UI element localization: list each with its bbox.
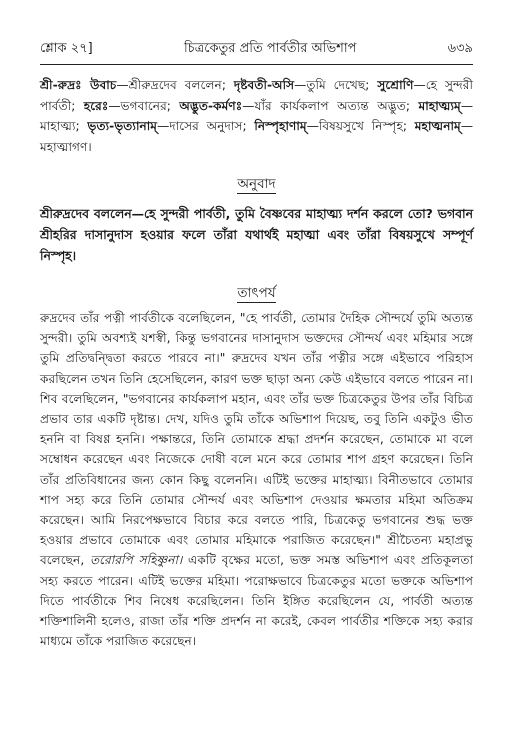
synonym-term: শ্রী-রুদ্রঃ উবাচ xyxy=(40,78,117,92)
word-for-word-synonyms xyxy=(40,75,473,157)
synonym-dash: — xyxy=(460,119,473,133)
synonym-meaning: মহাত্মাগণ। xyxy=(40,139,92,154)
synonym-dash: — xyxy=(413,78,426,92)
page-number: ৬৩৯ xyxy=(447,41,473,56)
synonym-term: নিস্পৃহাণাম্ xyxy=(254,119,307,133)
synonym-dash: — xyxy=(157,119,170,133)
synonym-dash: — xyxy=(460,98,473,113)
chapter-heading: চিত্রকেতুর প্রতি পার্বতীর অভিশাপ xyxy=(183,41,357,56)
synonym-dash: — xyxy=(242,98,255,113)
synonym-term: দৃষ্টবতী-অসি xyxy=(233,78,295,92)
purport-part-2: একটি বৃক্ষের মতো, ভক্ত সমস্ত অভিশাপ এবং প্রতিকূলতা সহ্য করতে পারেন। এটিই ভক্তের মহিমা। পরোক্ষভাবে চিত্রকেতুর মতো ভক্তকে অভিশাপ দিতে পার্বতীকে শিব নিষেধ করেছিলেন। তিনি ইঙ্গিত করেছিলেন যে, পার্বতী অত্যন্ত শক্তিশালিনী হলেও, রাজা তাঁর শক্তি প্রদর্শন না করেই, কেবল পার্বতীর শক্তিকে সহ্য করার মাধ্যমে তাঁকে পরাজিত করেছেন। xyxy=(40,553,474,649)
synonym-meaning: শ্রীরুদ্রদেব বললেন; xyxy=(128,78,234,92)
synonym-term: হরেঃ xyxy=(83,98,109,113)
purport-part-1: রুদ্রদেব তাঁর পত্নী পার্বতীকে বলেছিলেন, "হে পার্বতী, তোমার দৈহিক সৌন্দর্যে তুমি অত্যন্ত সুন্দরী। তুমি অবশ্যই যশস্বী, কিন্তু ভগবানের দাসানুদাস ভক্তদের সৌন্দর্য এবং মহিমার সঙ্গে তুমি প্রতিদ্বন্দ্বিতা করতে পারবে না।" রুদ্রদেব যখন তাঁর পত্নীর সঙ্গে এইভাবে পরিহাস করছিলেন তখন তিনি হেসেছিলেন, কারণ ভক্ত ছাড়া অন্য কেউ এইভাবে বলতে পারেন না। শিব বলেছিলেন, "ভগবানের কার্যকলাপ মহান, এবং তাঁর ভক্ত চিত্রকেতুর উপর তাঁর বিচিত্র প্রভাব তার একটি দৃষ্টান্ত। দেখ, যদিও তুমি তাঁকে অভিশাপ দিয়েছ, তবু তিনি একটুও ভীত হননি বা বিষণ্ণ হননি। পক্ষান্তরে, তিনি তোমাকে শ্রদ্ধা প্রদর্শন করেছেন, তোমাকে মা বলে সম্বোধন করেছেন এবং নিজেকে দোষী বলে মনে করে তোমার শাপ গ্রহণ করেছেন। তিনি তাঁর প্রতিবিধানের জন্য কোন কিছু বলেননি। এটিই ভক্তের মাহাত্ম্য। বিনীতভাবে তোমার শাপ সহ্য করে তিনি তোমার সৌন্দর্য এবং অভিশাপ দেওয়ার ক্ষমতার মহিমা অতিক্রম করেছেন। আমি নিরপেক্ষভাবে বিচার করে বলতে পারি, চিত্রকেতু ভগবানের শুদ্ধ ভক্ত হওয়ার প্রভাবে তোমাকে এবং তোমার মহিমাকে পরাজিত করেছেন।" শ্রীচৈতন্য মহাপ্রভু বলেছেন, xyxy=(40,311,473,568)
synonym-dash: — xyxy=(306,119,319,133)
synonym-meaning: হে সুন্দরী পার্বতী; xyxy=(40,78,473,113)
synonym-meaning: দাসের অনুদাস; xyxy=(169,119,255,133)
synonym-term: অদ্ভুত-কর্মণঃ xyxy=(179,98,243,113)
synonym-dash: — xyxy=(116,78,129,92)
purport-text xyxy=(40,308,473,651)
purport-sanskrit-quote: তরোরপি সহিষ্ণুনা। xyxy=(90,553,183,568)
synonym-dash: — xyxy=(108,98,121,113)
purport-heading-text: তাৎপর্য xyxy=(237,285,276,301)
synonym-term: মাহাত্ম্যম্ xyxy=(418,98,461,113)
synonym-meaning: ভগবানের; xyxy=(120,98,180,113)
synonym-meaning: তুমি দেখেছ; xyxy=(306,78,378,92)
synonym-term: সুশ্রোণি xyxy=(377,78,414,92)
synonym-meaning: মাহাত্ম্য; xyxy=(40,119,88,133)
synonym-dash: — xyxy=(294,78,307,92)
synonym-meaning: বিষয়সুখে নিস্পৃহ; xyxy=(318,119,415,133)
synonym-term: ভৃত্য-ভৃত্যানাম্ xyxy=(87,119,158,133)
translation-heading xyxy=(40,175,473,193)
synonym-meaning: যাঁর কার্যকলাপ অত্যন্ত অদ্ভুত; xyxy=(254,98,419,113)
translation-text: শ্রীরুদ্রদেব বললেন—হে সুন্দরী পার্বতী, তুমি বৈষ্ণবের মাহাত্ম্য দর্শন করলে তো? ভগবান শ্রীহরির দাসানুদাস হওয়ার ফলে তাঁরা যথার্থই মহাত্মা এবং তাঁরা বিষয়সুখে সম্পূর্ণ নিস্পৃহ। xyxy=(40,206,473,263)
translation-heading-text: অনুবাদ xyxy=(237,176,276,192)
running-header xyxy=(40,40,473,65)
verse-reference: শ্লোক ২৭] xyxy=(40,41,93,56)
purport-heading xyxy=(40,284,473,302)
synonym-term: মহাত্মনাম্ xyxy=(414,119,461,133)
